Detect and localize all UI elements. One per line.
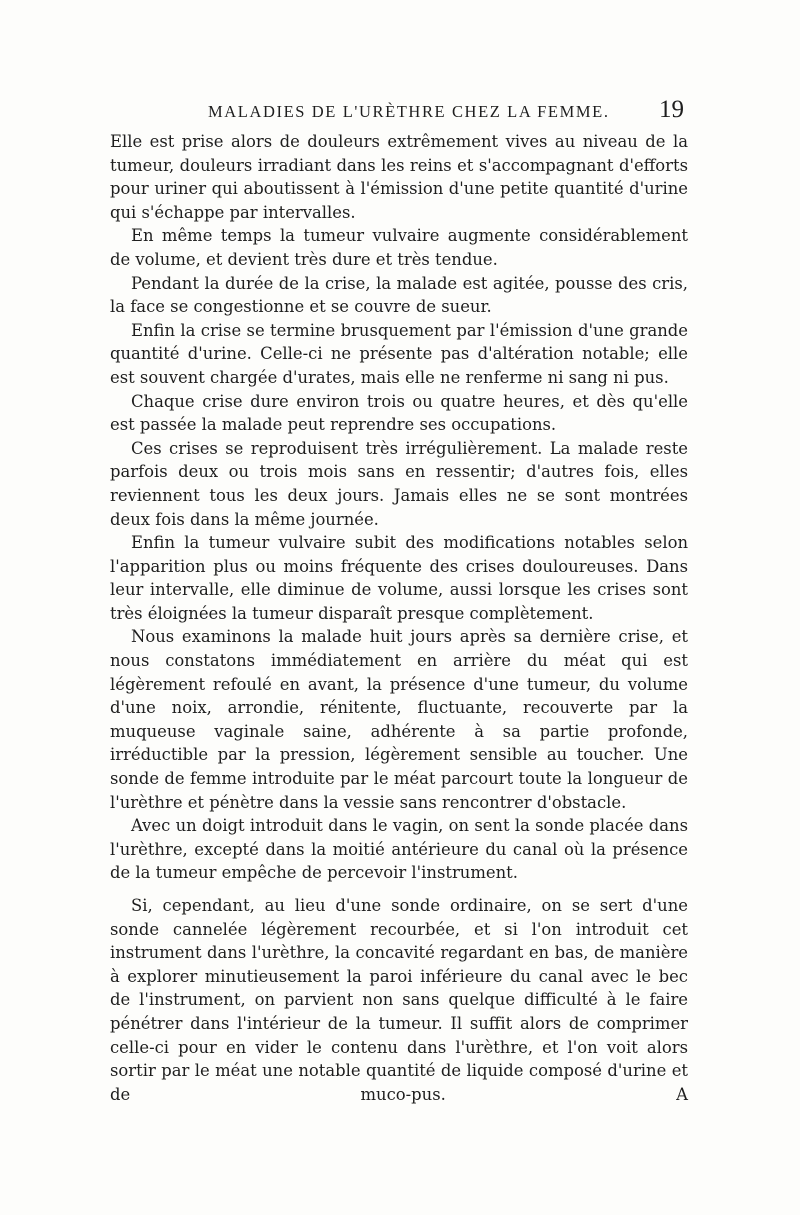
paragraph-7: Enfin la tumeur vulvaire subit des modifications notables selon l'apparition plus ou moins fréquente des crises douloureuses. Dans leur intervalle, elle diminue de volume, aussi lorsque les crises sont très éloignées la tumeur disparaît presque complètement.	[110, 533, 688, 623]
paragraph-8: Nous examinons la malade huit jours après sa dernière crise, et nous constatons immédiatement en arrière du méat qui est légèrement refoulé en avant, la présence d'une tumeur, du volume d'une noix, arrondie, rénitente, fluctuante, recouverte par la muqueuse vaginale saine, adhérente à sa partie profonde, irréductible par la pression, légèrement sensible au toucher. Une sonde de femme introduite par le méat parcourt toute la longueur de l'urèthre et pénètre dans la vessie sans rencontrer d'obstacle.	[110, 627, 688, 812]
paragraph-5: Chaque crise dure environ trois ou quatre heures, et dès qu'elle est passée la malade peut reprendre ses occupations.	[110, 391, 688, 435]
running-header	[110, 96, 686, 130]
paragraph-2: En même temps la tumeur vulvaire augmente considérablement de volume, et devient très dure et très tendue.	[110, 226, 688, 269]
paragraph-3: Pendant la durée de la crise, la malade est agitée, pousse des cris, la face se congestionne et se couvre de sueur.	[110, 273, 688, 317]
paragraph-9: Avec un doigt introduit dans le vagin, on sent la sonde placée dans l'urèthre, excepté dans la moitié antérieure du canal où la présence de la tumeur empêche de percevoir l'instrument.	[110, 816, 688, 883]
page-number: 19	[659, 96, 684, 123]
paragraph-6: Ces crises se reproduisent très irrégulièrement. La malade reste parfois deux ou trois mois sans en ressentir; d'autres fois, elles reviennent tous les deux jours. Jamais elles ne se sont montrées deux fois dans la même journée.	[110, 438, 688, 529]
paragraph-4: Enfin la crise se termine brusquement par l'émission d'une grande quantité d'urine. Celle-ci ne présente pas d'altération notable; elle est souvent chargée d'urates, mais elle ne renferme ni sang ni pus.	[110, 320, 688, 387]
paragraph-1: Elle est prise alors de douleurs extrêmement vives au niveau de la tumeur, douleurs irradiant dans les reins et s'accompagnant d'efforts pour uriner qui aboutissent à l'émission d'une petite quantité d'urine qui s'échappe par intervalles.	[110, 132, 688, 222]
paragraph-10: Si, cependant, au lieu d'une sonde ordinaire, on se sert d'une sonde cannelée légèrement recourbée, et si l'on introduit cet instrument dans l'urèthre, la concavité regardant en bas, de manière à explorer minutieusement la paroi inférieure du canal avec le bec de l'instrument, on parvient non sans quelque difficulté à le faire pénétrer dans l'intérieur de la tumeur. Il suffit alors de comprimer celle-ci pour en vider le contenu dans l'urèthre, et l'on voit alors sortir par le méat une notable quantité de liquide composé d'urine et de muco-pus. A	[110, 896, 688, 1104]
body-text	[110, 130, 688, 1106]
running-title: MALADIES DE L'URÈTHRE CHEZ LA FEMME.	[208, 102, 610, 121]
